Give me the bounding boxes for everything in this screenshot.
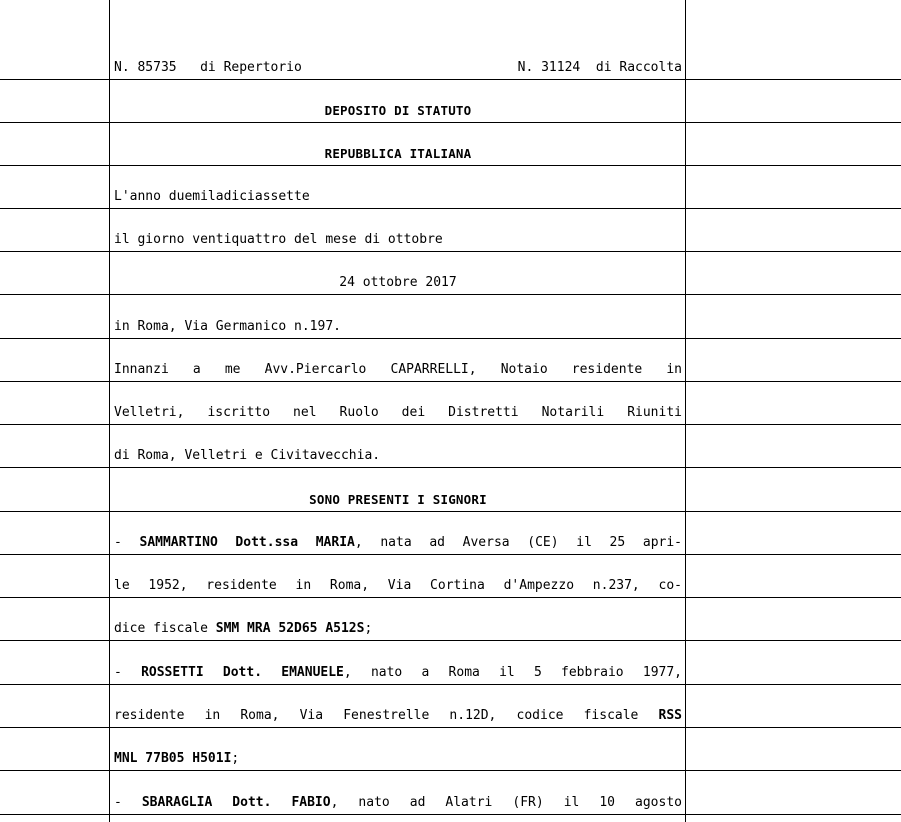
person-2-tax-code-end: MNL 77B05 H501I: [114, 751, 232, 766]
raccolta-number: N. 31124 di Raccolta: [517, 60, 682, 75]
person-2-line-3: MNL 77B05 H501I;: [114, 751, 240, 766]
ruled-line: [0, 339, 901, 382]
ruled-line: [0, 772, 901, 815]
person-3-line-1: - SBARAGLIA Dott. FABIO, nato ad Alatri (FR) il 10 agosto: [114, 795, 682, 810]
ruled-line: [0, 80, 901, 123]
ruled-line: [0, 296, 901, 339]
day-line: il giorno ventiquattro del mese di ottobre: [114, 232, 443, 247]
ruled-line: [0, 512, 901, 555]
notary-line-1: Innanzi a me Avv.Piercarlo CAPARRELLI, Notaio residente in: [114, 362, 682, 377]
ruled-line: [0, 37, 901, 80]
ruled-line: [0, 382, 901, 425]
repertorio-number: N. 85735 di Repertorio: [114, 60, 302, 75]
ruled-line: [0, 685, 901, 728]
person-2-name: ROSSETTI Dott. EMANUELE: [141, 665, 344, 680]
ruled-line: [0, 252, 901, 295]
person-1-line-3: dice fiscale SMM MRA 52D65 A512S;: [114, 621, 373, 636]
ruled-line: [0, 209, 901, 252]
person-2-tax-code-start: RSS: [658, 708, 682, 723]
place-line: in Roma, Via Germanico n.197.: [114, 319, 341, 334]
ruled-line: [0, 555, 901, 598]
date-line: 24 ottobre 2017: [339, 275, 457, 290]
ruled-line: [0, 123, 901, 166]
person-1-line-2: le 1952, residente in Roma, Via Cortina d'Ampezzo n.237, co-: [114, 578, 682, 593]
document-title: DEPOSITO DI STATUTO: [324, 103, 472, 118]
ruled-line: [0, 425, 901, 468]
notary-line-2: Velletri, iscritto nel Ruolo dei Distretti Notarili Riuniti: [114, 405, 682, 420]
person-2-line-2: residente in Roma, Via Fenestrelle n.12D, codice fiscale RSS: [114, 708, 682, 723]
person-1-name: SAMMARTINO Dott.ssa MARIA: [139, 535, 355, 550]
person-1-line-1: - SAMMARTINO Dott.ssa MARIA, nata ad Aversa (CE) il 25 apri-: [114, 535, 682, 550]
person-2-line-1: - ROSSETTI Dott. EMANUELE, nato a Roma il 5 febbraio 1977,: [114, 665, 682, 680]
year-line: L'anno duemiladiciassette: [114, 189, 310, 204]
header-numbers: [114, 58, 682, 78]
ruled-line: [0, 166, 901, 209]
ruled-line: [0, 598, 901, 641]
ruled-line: [0, 728, 901, 771]
notary-line-3: di Roma, Velletri e Civitavecchia.: [114, 448, 381, 463]
ruled-line: [0, 469, 901, 512]
person-1-tax-code: SMM MRA 52D65 A512S: [215, 621, 365, 636]
ruled-line: [0, 642, 901, 685]
person-3-name: SBARAGLIA Dott. FABIO: [141, 795, 331, 810]
presenti-heading: SONO PRESENTI I SIGNORI: [309, 492, 487, 507]
republic-heading: REPUBBLICA ITALIANA: [324, 146, 472, 161]
